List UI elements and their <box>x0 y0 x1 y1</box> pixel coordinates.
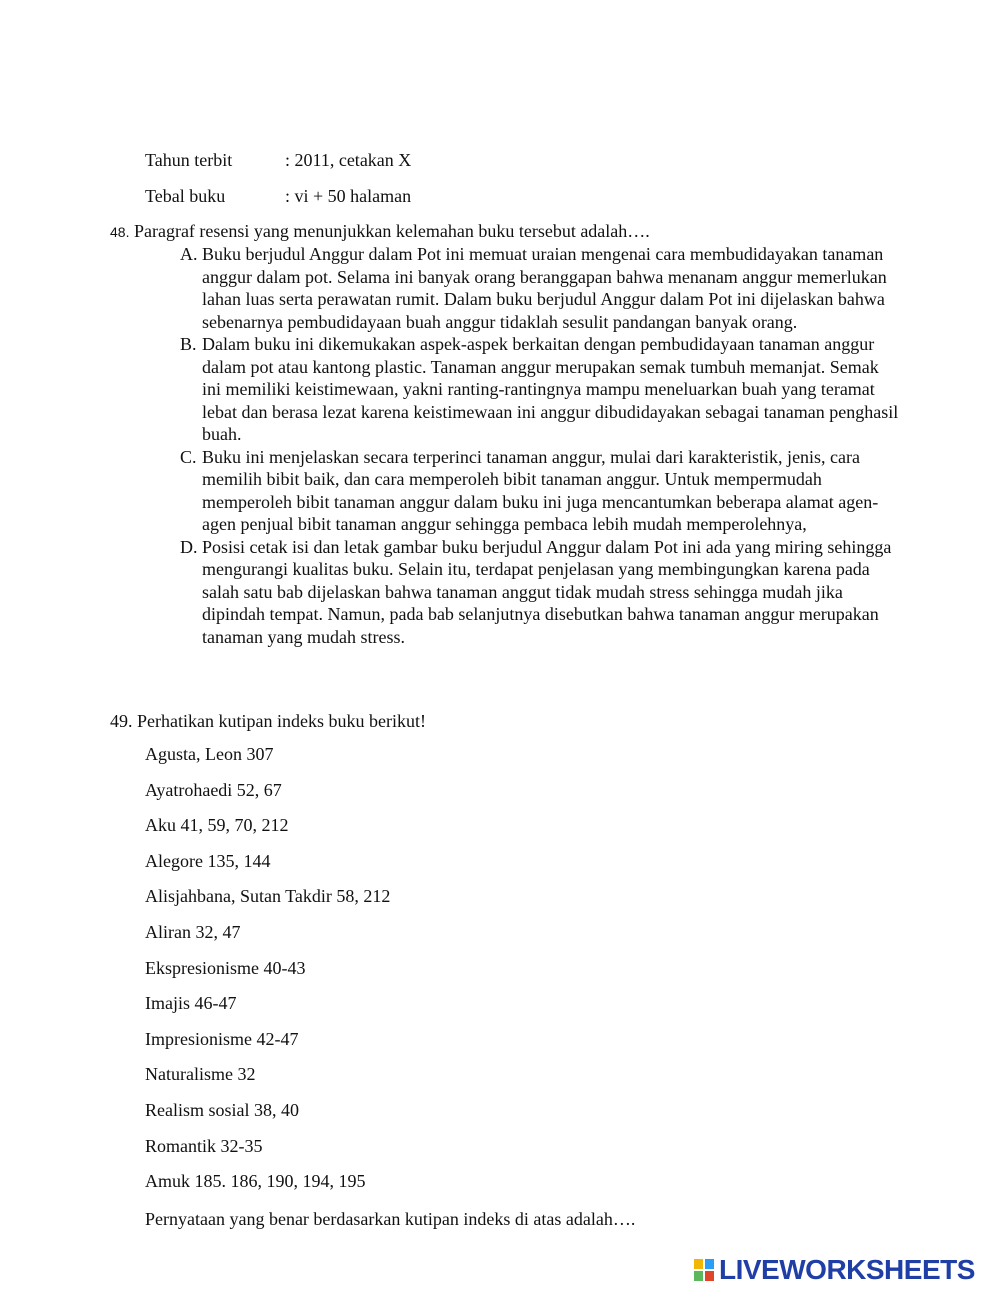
logo-block-icon <box>693 1258 704 1270</box>
index-entry: Amuk 185. 186, 190, 194, 195 <box>145 1171 366 1192</box>
page-count-row <box>145 184 411 208</box>
year-published-label: Tahun terbit <box>145 150 233 170</box>
question-49-prompt: Pernyataan yang benar berdasarkan kutipan indeks di atas adalah…. <box>145 1209 636 1229</box>
option-c-letter: C. <box>180 446 197 467</box>
option-b-text: Dalam buku ini dikemukakan aspek-aspek berkaitan dengan pembudidayaan tanaman anggur dalam pot atau kantong plastic. Tanaman anggur merupakan semak tumbuh memanjat. Semak ini memiliki keistimewaan, yakni ranting-rantingnya mampu meneluarkan buah yang teramat lebat dan berasa lezat karena keistimewaan ini anggur dibudidayakan sebagai tanaman penghasil buah. <box>202 334 899 444</box>
page-count-label: Tebal buku <box>145 186 226 206</box>
year-published-value: : 2011, cetakan X <box>285 150 412 170</box>
logo-block-icon <box>693 1270 704 1282</box>
question-48-number: 48. <box>110 224 130 240</box>
index-entry: Aku 41, 59, 70, 212 <box>145 815 289 836</box>
index-entry: Impresionisme 42-47 <box>145 1028 299 1049</box>
logo-block-icon <box>704 1258 715 1270</box>
liveworksheets-logo-icon <box>693 1258 715 1282</box>
option-d-letter: D. <box>180 536 198 557</box>
book-index-list <box>145 742 390 1205</box>
option-a[interactable] <box>180 243 900 333</box>
index-entry: Realism sosial 38, 40 <box>145 1099 299 1120</box>
question-49-stem: 49. Perhatikan kutipan indeks buku berikut! <box>110 711 426 731</box>
liveworksheets-logo[interactable] <box>693 1255 975 1285</box>
index-entry: Agusta, Leon 307 <box>145 744 274 764</box>
page-count-value: : vi + 50 halaman <box>285 186 412 206</box>
index-entry: Naturalisme 32 <box>145 1064 256 1085</box>
question-48-options <box>180 243 900 648</box>
index-entry: Alegore 135, 144 <box>145 850 271 871</box>
option-a-text: Buku berjudul Anggur dalam Pot ini memuat uraian mengenai cara membudidayakan tanaman anggur dalam pot. Selama ini banyak orang beranggapan bahwa menanam anggur memerlukan lahan luas serta perawatan rumit. Dalam buku berjudul Anggur dalam Pot ini dijelaskan bahwa sebenarnya pembudidayaan buah anggur tidaklah sesulit pandangan banyak orang. <box>202 244 887 332</box>
index-entry: Aliran 32, 47 <box>145 921 241 942</box>
index-entry: Alisjahbana, Sutan Takdir 58, 212 <box>145 886 391 907</box>
option-b[interactable] <box>180 333 900 446</box>
index-entry: Romantik 32-35 <box>145 1135 263 1156</box>
index-entry: Ayatrohaedi 52, 67 <box>145 779 282 800</box>
logo-block-icon <box>704 1270 715 1282</box>
index-entry: Ekspresionisme 40-43 <box>145 957 306 978</box>
year-published-row <box>145 148 411 172</box>
option-d[interactable] <box>180 536 900 649</box>
question-48-stem <box>110 220 650 243</box>
option-a-letter: A. <box>180 244 198 264</box>
option-c[interactable] <box>180 446 900 536</box>
option-d-text: Posisi cetak isi dan letak gambar buku berjudul Anggur dalam Pot ini ada yang miring sehingga mengurangi kualitas buku. Selain itu, terdapat penjelasan yang membingungkan karena pada salah satu bab dijelaskan bahwa tanaman anggut tidak mudah stress sehingga mudah jika dipindah tempat. Namun, pada bab selanjutnya disebutkan bahwa tanaman anggur merupakan tanaman yang mudah stress. <box>202 536 892 647</box>
option-b-letter: B. <box>180 334 197 354</box>
index-entry: Imajis 46-47 <box>145 993 237 1014</box>
question-48-text: Paragraf resensi yang menunjukkan kelemahan buku tersebut adalah…. <box>133 221 650 241</box>
liveworksheets-logo-text: LIVEWORKSHEETS <box>719 1254 975 1285</box>
option-c-text: Buku ini menjelaskan secara terperinci tanaman anggur, mulai dari karakteristik, jenis, cara memilih bibit baik, dan cara memperoleh bibit tanaman anggur. Untuk mempermudah memperoleh bibit tanaman anggur dalam buku ini juga mencantumkan beberapa alamat agen-agen penjual bibit tanaman anggur sehingga pembaca lebih mudah memperolehnya, <box>202 446 879 534</box>
